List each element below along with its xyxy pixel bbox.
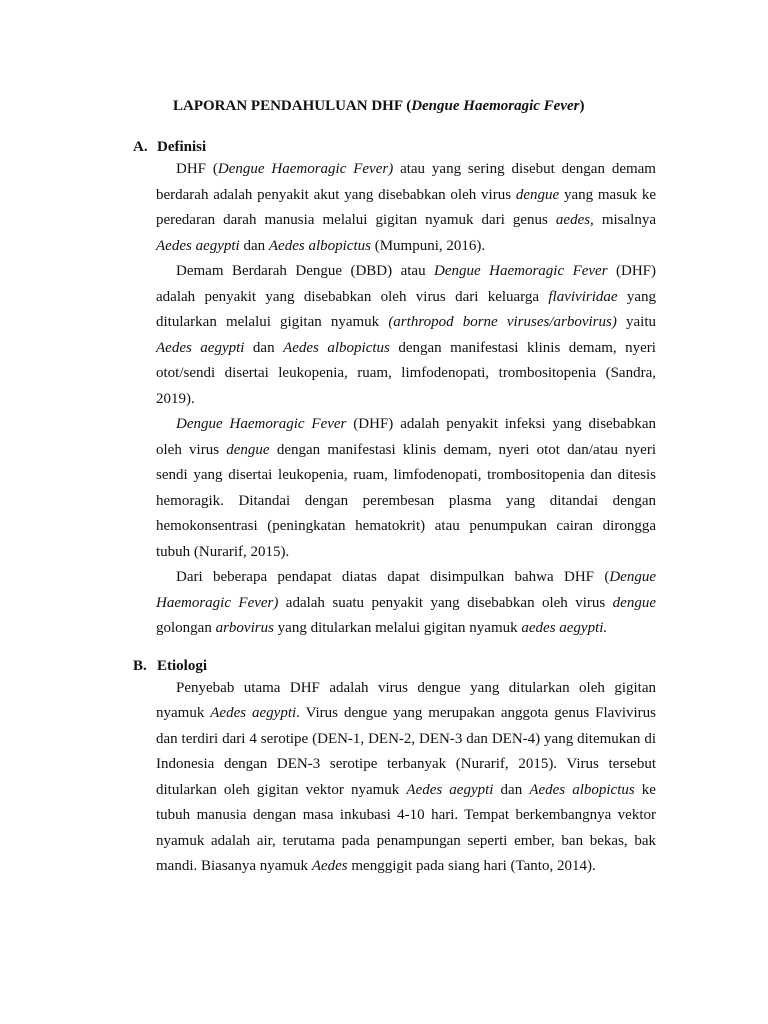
text-run: yang ditularkan melalui gigitan nyamuk [273,620,522,636]
italic-run: aedes aegypti. [521,620,608,636]
italic-run: (arthropod borne viruses/arbovirus) [388,314,617,330]
italic-run: dengue [612,594,656,611]
paragraph [156,259,656,412]
text-run: Dari beberapa pendapat diatas dapat disimpulkan bahwa DHF ( [176,569,610,585]
text-run: atau yang sering disebut dengan demam berdarah adalah penyakit akut yang disebabkan oleh virus [156,161,656,203]
italic-run: Aedes [311,858,348,874]
text-run: golongan [156,620,216,636]
italic-run: dengue [226,441,270,458]
italic-run: Dengue Haemoragic Fever) [217,161,394,177]
section-letter: B. [133,657,147,674]
title-prefix: LAPORAN PENDAHULUAN DHF ( [173,98,412,114]
italic-run: Aedes albopictus [529,781,635,798]
text-run: (Mumpuni, 2016). [370,237,486,254]
text-run: yang ditularkan melalui gigitan nyamuk [156,288,656,330]
section-title: Etiologi [157,657,208,674]
text-run: dengan manifestasi klinis demam, nyeri otot/sendi disertai leukopenia, ruam, limfodenopati, trombositopenia (Sandra, 2019). [156,339,656,407]
italic-run: aedes, [555,212,594,228]
italic-run: Dengue Haemoragic Fever [434,263,608,279]
italic-run: arbovirus [215,620,274,636]
italic-run: Aedes albopictus [283,339,390,356]
text-run: adalah suatu penyakit yang disebabkan oleh virus [278,594,613,611]
text-run: dan [239,237,269,254]
title-italic: Dengue Haemoragic Fever [411,98,580,114]
italic-run: dengue [515,186,560,203]
text-run: (DHF) adalah penyakit yang disebabkan oleh virus dari keluarga [156,263,657,305]
section-definisi [133,137,656,642]
text-run: dan [493,781,530,798]
italic-run: Aedes aegypti [210,705,297,721]
text-run: DHF ( [176,161,218,177]
text-run: yaitu [616,314,656,330]
italic-run: Dengue Haemoragic Fever [176,416,347,432]
title-suffix: ) [579,98,585,114]
italic-run: Aedes albopictus [268,237,371,254]
document-title [173,98,656,115]
paragraph [156,565,656,642]
paragraph [156,676,656,880]
paragraph [156,412,656,565]
text-run: Penyebab utama DHF adalah virus dengue yang ditularkan oleh gigitan nyamuk [156,679,656,721]
italic-run: Dengue Haemoragic Fever) [156,569,656,611]
section-heading-etiologi [133,656,656,676]
text-run: dan [244,339,284,356]
text-run: ke tubuh manusia dengan masa inkubasi 4-10 hari. Tempat berkembangnya vektor nyamuk adalah air, terutama pada penampungan seperti ember, ban bekas, bak mandi. Biasanya nyamuk [156,781,656,874]
section-title: Definisi [157,139,207,155]
text-run: dengan manifestasi klinis demam, nyeri otot dan/atau nyeri sendi yang disertai leukopenia, ruam, limfodenopati, trombositopenia dan ditesis hemoragik. Ditandai dengan perembesan plasma yang ditandai dengan hemokonsentrasi (peningkatan hematokrit) atau penumpukan cairan dirongga tubuh (Nurarif, 2015). [156,441,656,560]
italic-run: flaviviridae [548,288,618,305]
section-etiologi [133,656,656,880]
section-heading-definisi [133,137,656,157]
text-run: (DHF) adalah penyakit infeksi yang disebabkan oleh virus [156,416,657,458]
italic-run: Aedes aegypti [156,237,240,254]
text-run: menggigit pada siang hari (Tanto, 2014). [347,858,596,874]
paragraph [156,157,656,259]
italic-run: Aedes aegypti [406,781,494,798]
italic-run: Aedes aegypti [156,339,245,356]
text-run: . Virus dengue yang merupakan anggota genus Flavivirus dan terdiri dari 4 serotipe (DEN-1, DEN-2, DEN-3 dan DEN-4) yang ditemukan di Indonesia dengan DEN-3 serotipe terbanyak (Nurarif, 2015). Virus tersebut ditularkan oleh gigitan vektor nyamuk [156,705,657,798]
text-run: Demam Berdarah Dengue (DBD) atau [176,263,435,279]
text-run: yang masuk ke peredaran darah manusia melalui gigitan nyamuk dari genus [156,186,656,228]
text-run: misalnya [593,212,656,228]
section-letter: A. [133,139,148,155]
